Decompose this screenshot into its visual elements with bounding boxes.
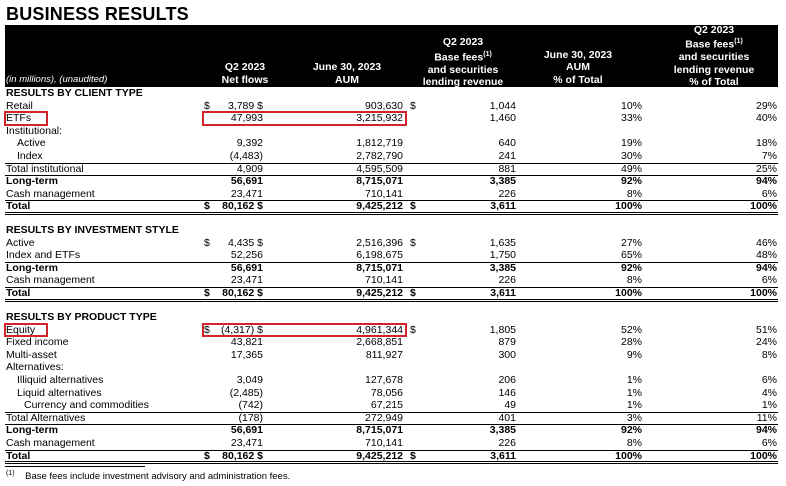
- aum-value: 2,782,790: [356, 150, 403, 162]
- header-col4-line: AUM: [566, 61, 590, 74]
- base-fees-value: 401: [498, 411, 516, 424]
- currency-symbol: $: [204, 287, 210, 299]
- base-fees-value: 3,611: [490, 200, 516, 213]
- row-label: Currency and commodities: [24, 399, 149, 412]
- row-label: Illiquid alternatives: [17, 374, 104, 386]
- row-label: Long-term: [6, 175, 58, 188]
- aum-pct-value: 1%: [626, 399, 642, 412]
- row-label: Institutional:: [6, 124, 63, 137]
- table-row: [5, 163, 778, 177]
- aum-pct-value: 19%: [620, 137, 642, 150]
- base-fees-value: 3,385: [489, 424, 516, 437]
- row-label: Active: [6, 236, 35, 249]
- double-underline: [5, 299, 778, 302]
- row-label: Cash management: [6, 437, 95, 449]
- fees-pct-value: 94%: [755, 424, 777, 437]
- aum-value: 903,630: [365, 99, 403, 112]
- double-underline: [5, 212, 778, 215]
- footnote: [6, 470, 290, 482]
- header-col4-line: June 30, 2023: [543, 48, 613, 61]
- row-label: Total Alternatives: [6, 411, 86, 424]
- currency-symbol: $: [204, 449, 210, 462]
- fees-pct-value: 94%: [755, 175, 777, 188]
- aum-pct-value: 100%: [615, 449, 642, 462]
- page-title: BUSINESS RESULTS: [6, 4, 189, 24]
- fees-pct-value: 100%: [750, 287, 777, 299]
- base-fees-value: 1,635: [489, 236, 516, 249]
- currency-symbol: $: [204, 236, 210, 249]
- net-flows-value: 4,435 $: [227, 236, 263, 249]
- table-row: [5, 262, 778, 275]
- aum-value: 8,715,071: [356, 175, 403, 188]
- table-row: [5, 399, 778, 413]
- base-fees-value: 3,385: [489, 261, 516, 274]
- table-row: [5, 274, 778, 288]
- footnote-mark: (1): [6, 470, 15, 477]
- header-col3-line: lending revenue: [422, 76, 504, 89]
- table-row: [5, 237, 778, 250]
- table-row: [5, 374, 778, 387]
- currency-symbol: $: [410, 200, 416, 213]
- header-col3: [403, 36, 523, 88]
- base-fees-value: 241: [498, 150, 516, 162]
- section-title: [5, 87, 778, 100]
- row-label: Total: [6, 200, 31, 213]
- row-label: Cash management: [6, 187, 95, 200]
- currency-symbol: $: [410, 449, 416, 462]
- table-row: [5, 424, 778, 437]
- double-underline: [5, 461, 778, 464]
- net-flows-value: 47,993: [230, 112, 263, 125]
- aum-value: 710,141: [365, 187, 403, 200]
- row-label: Equity: [6, 323, 36, 336]
- table-row: [5, 188, 778, 202]
- aum-pct-value: 1%: [626, 386, 642, 399]
- base-fees-value: 879: [498, 336, 516, 349]
- net-flows-value: (742): [238, 399, 263, 412]
- table-row: [5, 387, 778, 400]
- fees-pct-value: 18%: [755, 137, 777, 150]
- aum-value: 127,678: [365, 374, 403, 386]
- fees-pct-value: 29%: [755, 99, 777, 112]
- footnote-mark: (1): [483, 50, 492, 58]
- footnote-divider: [5, 466, 145, 467]
- aum-value: 9,425,212: [356, 200, 403, 213]
- row-label: Alternatives:: [6, 361, 64, 374]
- aum-pct-value: 1%: [626, 374, 642, 386]
- aum-pct-value: 28%: [620, 336, 642, 349]
- aum-value: 2,668,851: [356, 336, 403, 349]
- row-label: Index and ETFs: [6, 249, 81, 262]
- header-col4: [523, 49, 633, 86]
- base-fees-value: 3,385: [489, 175, 516, 188]
- section-title-text: RESULTS BY CLIENT TYPE: [6, 87, 143, 99]
- row-label: Long-term: [6, 424, 58, 437]
- section-title-text: RESULTS BY INVESTMENT STYLE: [6, 224, 179, 236]
- table-row: [5, 150, 778, 164]
- highlight-box: [4, 111, 48, 126]
- currency-symbol: $: [410, 323, 416, 336]
- aum-pct-value: 65%: [620, 249, 642, 262]
- fees-pct-value: 48%: [755, 249, 777, 262]
- aum-pct-value: 10%: [620, 99, 642, 112]
- header-col5-line: % of Total: [689, 76, 739, 89]
- fees-pct-value: 4%: [761, 386, 777, 399]
- table-row: [5, 125, 778, 138]
- aum-value: 9,425,212: [356, 287, 403, 299]
- base-fees-value: 226: [498, 274, 516, 287]
- unaudited-note: (in millions), (unaudited): [6, 74, 108, 85]
- fees-pct-value: 6%: [761, 374, 777, 386]
- fees-pct-value: 46%: [755, 236, 777, 249]
- header-col3-line: Base fees$^{(1)}$: [434, 50, 492, 64]
- aum-value: 67,215: [370, 399, 403, 412]
- table-row: [5, 437, 778, 451]
- base-fees-value: 49: [504, 399, 516, 412]
- aum-value: 78,056: [370, 386, 403, 399]
- aum-pct-value: 92%: [620, 424, 642, 437]
- net-flows-value: (4,483): [229, 150, 263, 162]
- row-label: Total institutional: [6, 162, 84, 175]
- aum-value: 8,715,071: [356, 261, 403, 274]
- row-label: Fixed income: [6, 336, 69, 349]
- aum-value: 811,927: [365, 348, 403, 361]
- aum-pct-value: 8%: [626, 274, 642, 287]
- aum-value: 710,141: [365, 274, 403, 287]
- header-col5: [654, 24, 774, 89]
- aum-pct-value: 8%: [626, 437, 642, 449]
- net-flows-value: (2,485): [229, 386, 263, 399]
- aum-pct-value: 8%: [626, 187, 642, 200]
- net-flows-value: 17,365: [230, 348, 263, 361]
- header-col5-line: Base fees$^{(1)}$: [685, 38, 743, 51]
- table-row: [5, 249, 778, 263]
- aum-pct-value: 9%: [626, 348, 642, 361]
- net-flows-value: 56,691: [230, 261, 263, 274]
- aum-pct-value: 30%: [620, 150, 642, 162]
- net-flows-value: 9,392: [236, 137, 263, 150]
- table-row: [5, 137, 778, 150]
- aum-value: 8,715,071: [356, 424, 403, 437]
- aum-value: 3,215,932: [356, 112, 403, 125]
- fees-pct-value: 6%: [761, 274, 777, 287]
- header-col5-line: lending revenue: [673, 63, 755, 76]
- header-col3-line: and securities: [427, 63, 499, 76]
- header-col1-line: Q2 2023: [224, 61, 266, 74]
- highlight-box: [202, 111, 407, 126]
- currency-symbol: $: [410, 99, 416, 112]
- aum-pct-value: 27%: [620, 236, 642, 249]
- aum-value: 272,949: [365, 411, 403, 424]
- base-fees-value: 3,611: [490, 287, 516, 299]
- header-col2-line: June 30, 2023: [312, 61, 382, 74]
- row-label: Multi-asset: [6, 348, 57, 361]
- table-row: [5, 361, 778, 374]
- header-col1-line: Net flows: [221, 73, 269, 86]
- aum-pct-value: 92%: [620, 261, 642, 274]
- net-flows-value: 56,691: [230, 175, 263, 188]
- row-label: ETFs: [6, 112, 32, 125]
- net-flows-value: 23,471: [230, 187, 263, 200]
- net-flows-value: 23,471: [230, 437, 263, 449]
- row-label: Liquid alternatives: [17, 386, 102, 399]
- aum-pct-value: 52%: [620, 323, 642, 336]
- fees-pct-value: 51%: [755, 323, 777, 336]
- fees-pct-value: 40%: [755, 112, 777, 125]
- fees-pct-value: 7%: [761, 150, 777, 162]
- row-label: Cash management: [6, 274, 95, 287]
- aum-value: 6,198,675: [356, 249, 403, 262]
- aum-pct-value: 100%: [615, 287, 642, 299]
- net-flows-value: 80,162 $: [222, 200, 263, 213]
- net-flows-value: 4,909: [236, 162, 263, 175]
- fees-pct-value: 25%: [755, 162, 777, 175]
- row-label: Long-term: [6, 261, 58, 274]
- net-flows-value: 56,691: [230, 424, 263, 437]
- net-flows-value: 23,471: [230, 274, 263, 287]
- fees-pct-value: 100%: [750, 449, 777, 462]
- aum-value: 4,595,509: [356, 162, 403, 175]
- row-label: Index: [17, 150, 43, 162]
- section-title: [5, 224, 778, 237]
- footnote-text: Base fees include investment advisory and administration fees.: [25, 471, 291, 483]
- header-col3-line: Q2 2023: [442, 36, 484, 49]
- base-fees-value: 226: [498, 187, 516, 200]
- header-col4-line: % of Total: [553, 73, 603, 86]
- base-fees-value: 640: [498, 137, 516, 150]
- net-flows-value: (4,317) $: [220, 323, 263, 336]
- currency-symbol: $: [410, 287, 416, 299]
- net-flows-value: 80,162 $: [222, 287, 263, 299]
- row-label: Retail: [6, 99, 33, 112]
- fees-pct-value: 6%: [761, 437, 777, 449]
- base-fees-value: 300: [498, 348, 516, 361]
- net-flows-value: 52,256: [230, 249, 263, 262]
- table-row: [5, 175, 778, 188]
- row-label: Total: [6, 449, 31, 462]
- fees-pct-value: 100%: [750, 200, 777, 213]
- currency-symbol: $: [204, 323, 210, 336]
- base-fees-value: 1,805: [489, 323, 516, 336]
- net-flows-value: (178): [238, 411, 263, 424]
- header-col5-line: and securities: [678, 51, 750, 64]
- fees-pct-value: 6%: [761, 187, 777, 200]
- net-flows-value: 80,162 $: [222, 449, 263, 462]
- base-fees-value: 881: [498, 162, 516, 175]
- fees-pct-value: 8%: [761, 348, 777, 361]
- fees-pct-value: 11%: [756, 411, 777, 424]
- header-col2-line: AUM: [335, 73, 359, 86]
- currency-symbol: $: [410, 236, 416, 249]
- row-label: Active: [17, 137, 46, 150]
- base-fees-value: 3,611: [490, 449, 516, 462]
- highlight-box: [4, 323, 48, 338]
- table-row: [5, 336, 778, 349]
- aum-pct-value: 100%: [615, 200, 642, 213]
- aum-value: 9,425,212: [356, 449, 403, 462]
- header-col5-line: Q2 2023: [693, 24, 735, 36]
- aum-value: 4,961,344: [356, 323, 403, 336]
- row-label: Total: [6, 287, 31, 299]
- base-fees-value: 1,460: [489, 112, 516, 125]
- aum-pct-value: 3%: [626, 411, 642, 424]
- currency-symbol: $: [204, 200, 210, 213]
- base-fees-value: 206: [498, 374, 516, 386]
- aum-pct-value: 92%: [620, 175, 642, 188]
- aum-pct-value: 49%: [620, 162, 642, 175]
- aum-pct-value: 33%: [620, 112, 642, 125]
- header-col1: [190, 61, 300, 86]
- aum-value: 710,141: [365, 437, 403, 449]
- base-fees-value: 1,044: [489, 99, 516, 112]
- currency-symbol: $: [204, 99, 210, 112]
- fees-pct-value: 94%: [755, 261, 777, 274]
- aum-value: 2,516,396: [356, 236, 403, 249]
- fees-pct-value: 1%: [761, 399, 777, 412]
- fees-pct-value: 24%: [755, 336, 777, 349]
- net-flows-value: 3,789 $: [227, 99, 263, 112]
- table-row: [5, 349, 778, 362]
- base-fees-value: 226: [498, 437, 516, 449]
- table-row: [5, 412, 778, 426]
- base-fees-value: 1,750: [489, 249, 516, 262]
- net-flows-value: 3,049: [236, 374, 263, 386]
- header-col2: [292, 61, 402, 86]
- aum-value: 1,812,719: [356, 137, 403, 150]
- highlight-box: [202, 323, 407, 338]
- base-fees-value: 146: [498, 386, 516, 399]
- footnote-mark: (1): [734, 38, 743, 46]
- section-title-text: RESULTS BY PRODUCT TYPE: [6, 311, 157, 323]
- net-flows-value: 43,821: [230, 336, 263, 349]
